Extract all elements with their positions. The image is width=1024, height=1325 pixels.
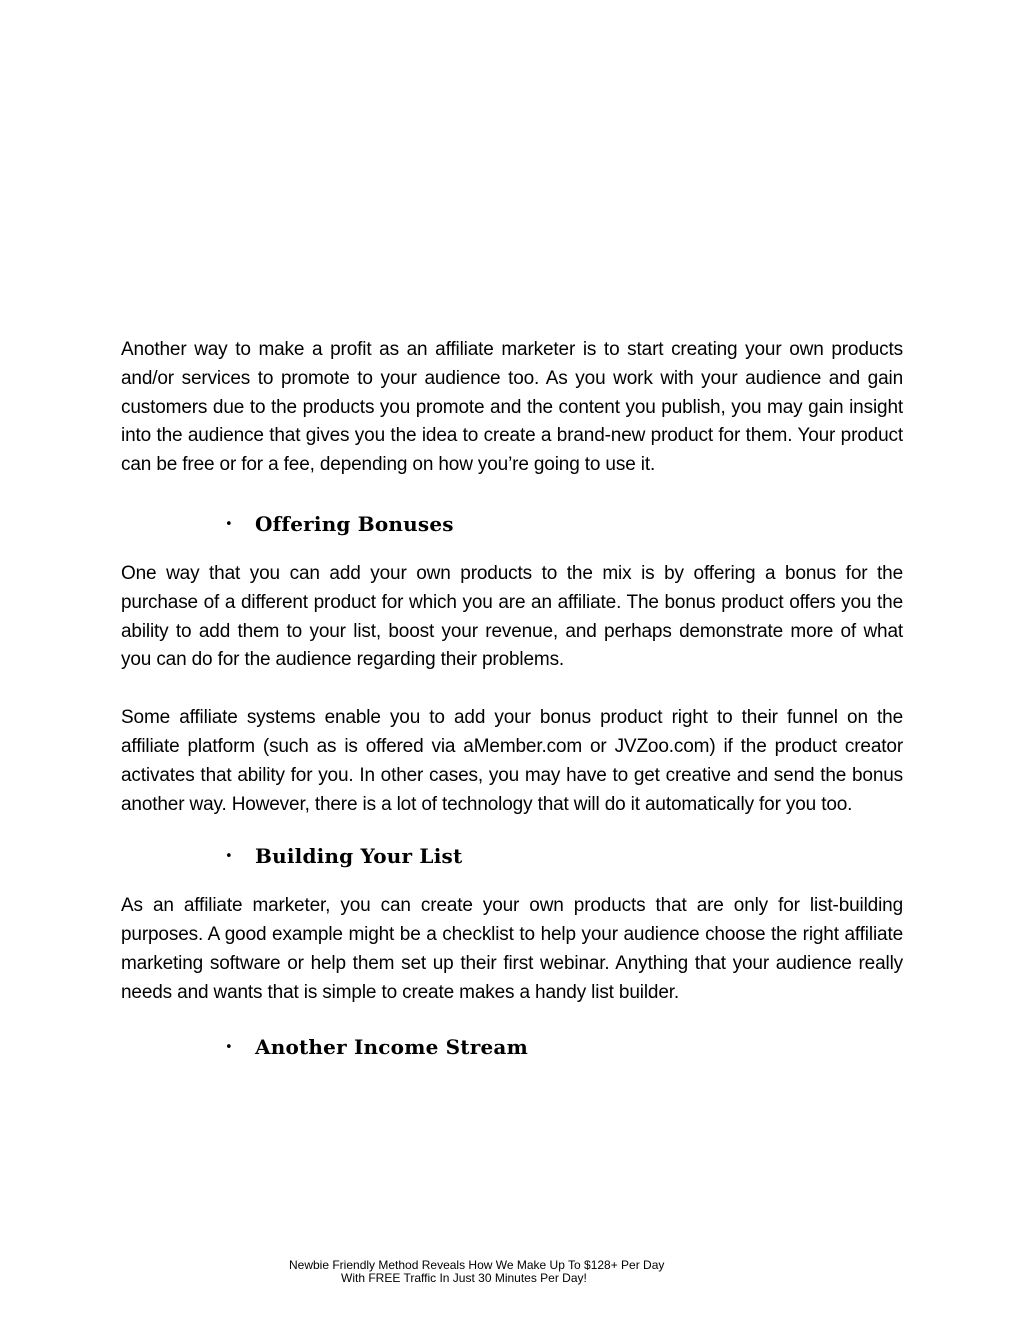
bullet-icon: • [225, 516, 233, 532]
document-body [121, 336, 903, 1063]
section-heading-text: Another Income Stream [255, 1034, 528, 1059]
section-heading-text: Building Your List [255, 844, 463, 869]
bullet-icon: • [225, 849, 233, 865]
section-heading-another-income-stream [225, 1032, 903, 1063]
offering-bonuses-paragraph-1: One way that you can add your own products to the mix is by offering a bonus for the purchase of a different product for which you are an affiliate. The bonus product offers you the ability to add them to your list, boost your revenue, and perhaps demonstrate more of what you can do for the audience regarding their problems. [121, 562, 903, 671]
section-heading-offering-bonuses [225, 509, 903, 540]
bullet-icon: • [225, 1039, 233, 1055]
building-your-list-paragraph-1: As an affiliate marketer, you can create your own products that are only for list-building purposes. A good example might be a checklist to help your audience choose the right affiliate marketing software or help them set up their first webinar. Anything that your audience really needs and wants that is simple to create makes a handy list builder. [121, 895, 903, 1003]
section-heading-building-your-list [225, 841, 903, 872]
footer-promo-line-1: Newbie Friendly Method Reveals How We Make Up To $128+ Per Day [289, 1258, 665, 1272]
footer-promo-line-2: With FREE Traffic In Just 30 Minutes Per Day! [341, 1271, 587, 1285]
intro-paragraph: Another way to make a profit as an affiliate marketer is to start creating your own products and/or services to promote to your audience too. As you work with your audience and gain customers due to the products you promote and the content you publish, you may gain insight into the audience that gives you the idea to create a brand-new product for them. Your product can be free or for a fee, depending on how you’re going to use it. [121, 339, 903, 476]
section-heading-text: Offering Bonuses [255, 511, 454, 536]
offering-bonuses-paragraph-2: Some affiliate systems enable you to add your bonus product right to their funnel on the affiliate platform (such as is offered via aMember.com or JVZoo.com) if the product creator activates that ability for you. In other cases, you may have to get creative and send the bonus another way. However, there is a lot of technology that will do it automatically for you too. [121, 707, 903, 815]
